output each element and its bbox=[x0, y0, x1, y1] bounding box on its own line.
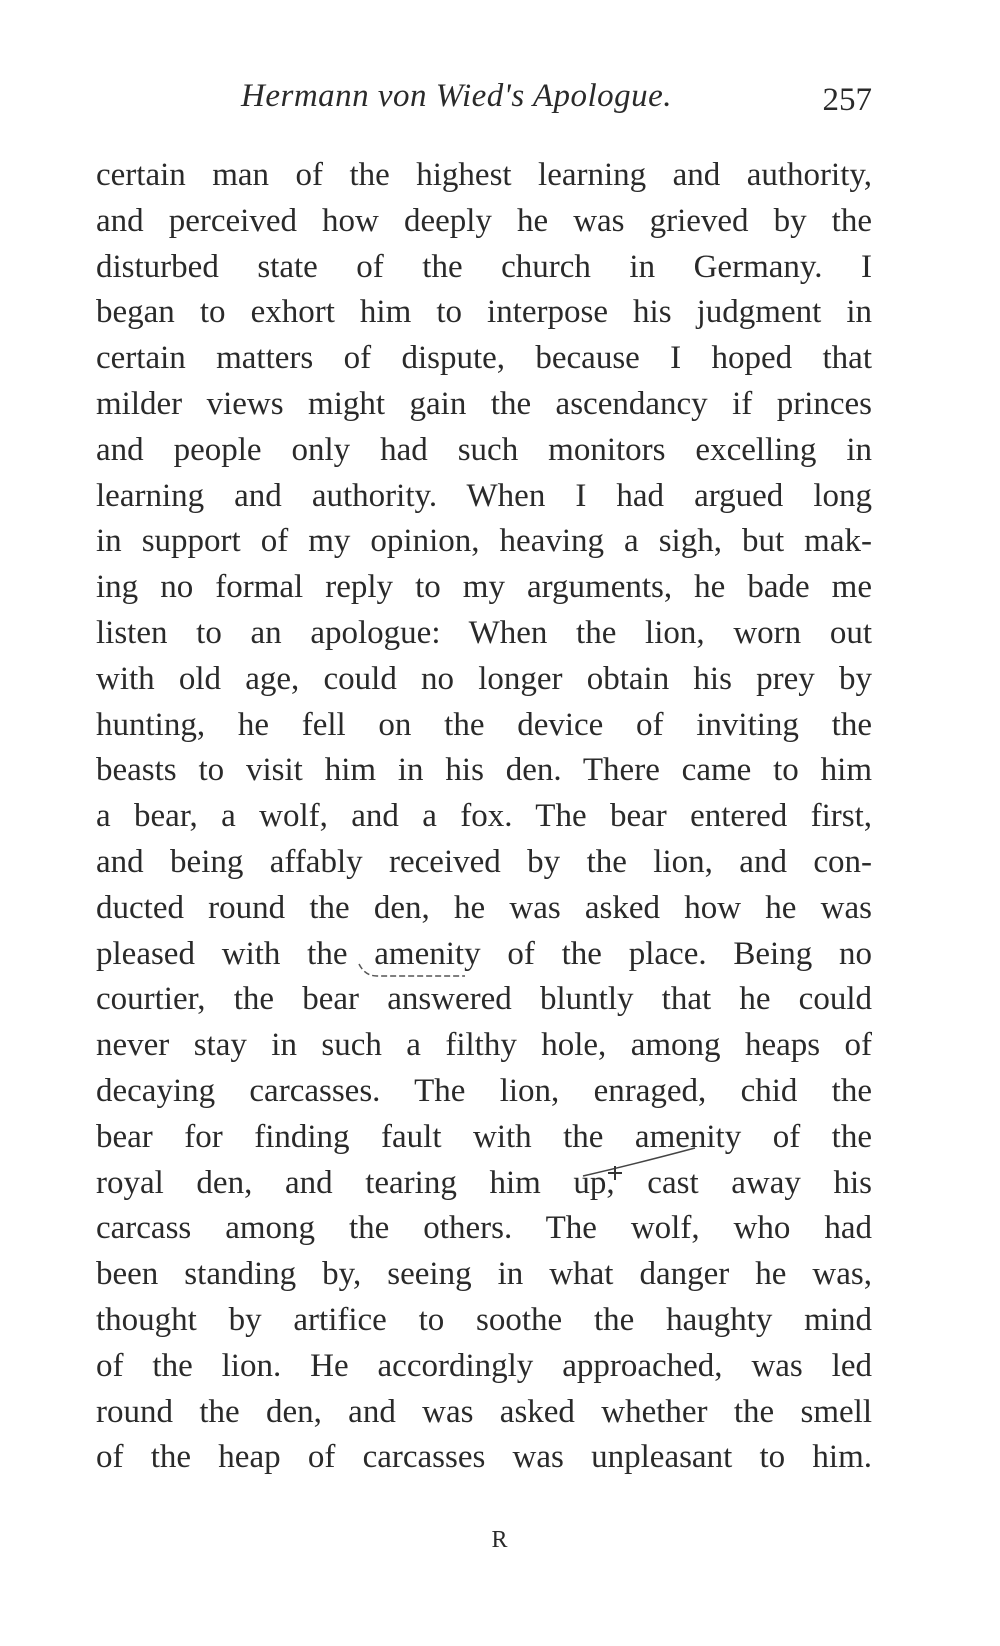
text-line: pleased with the amenity of the place. Being no bbox=[96, 935, 872, 972]
text-line: never stay in such a filthy hole, among heaps of bbox=[96, 1027, 872, 1064]
text-line: round the den, and was asked whether the smell bbox=[96, 1393, 872, 1430]
text-line: a bear, a wolf, and a fox. The bear entered first, bbox=[96, 798, 872, 835]
text-line: been standing by, seeing in what danger he was, bbox=[96, 1256, 872, 1293]
text-line: disturbed state of the church in Germany. I bbox=[96, 248, 872, 285]
text-line: and perceived how deeply he was grieved by the bbox=[96, 202, 872, 239]
text-line: hunting, he fell on the device of inviting the bbox=[96, 706, 872, 743]
text-line: in support of my opinion, heaving a sigh, but mak- bbox=[96, 523, 872, 560]
text-line: and being affably received by the lion, and con- bbox=[96, 843, 872, 880]
text-line: ducted round the den, he was asked how he was bbox=[96, 889, 872, 926]
text-line: beasts to visit him in his den. There came to him bbox=[96, 752, 872, 789]
text-line: of the lion. He accordingly approached, was led bbox=[96, 1347, 872, 1384]
text-line: ing no formal reply to my arguments, he bade me bbox=[96, 569, 872, 606]
text-line: certain man of the highest learning and authority, bbox=[96, 157, 872, 193]
text-line: bear for finding fault with the amenity of the bbox=[96, 1118, 872, 1155]
page-number: 257 bbox=[822, 82, 872, 118]
body-text bbox=[96, 153, 872, 1481]
text-line: learning and authority. When I had argued long bbox=[96, 477, 872, 514]
text-line: thought by artifice to soothe the haughty mind bbox=[96, 1301, 872, 1338]
text-line: began to exhort him to interpose his judgment in bbox=[96, 294, 872, 331]
text-line: of the heap of carcasses was unpleasant to him. bbox=[96, 1439, 872, 1476]
running-head bbox=[96, 78, 872, 128]
text-line: milder views might gain the ascendancy if princes bbox=[96, 385, 872, 422]
signature-mark: R bbox=[491, 1527, 509, 1553]
text-line: listen to an apologue: When the lion, worn out bbox=[96, 614, 872, 651]
text-line: courtier, the bear answered bluntly that he could bbox=[96, 981, 872, 1018]
text-line: decaying carcasses. The lion, enraged, chid the bbox=[96, 1072, 872, 1109]
text-line: with old age, could no longer obtain his prey by bbox=[96, 660, 872, 697]
pencil-underline-mark bbox=[355, 960, 475, 984]
text-line: royal den, and tearing him up, cast away his bbox=[96, 1164, 872, 1201]
text-line: and people only had such monitors excelling in bbox=[96, 431, 872, 468]
running-title: Hermann von Wied's Apologue. bbox=[241, 78, 673, 114]
text-line: certain matters of dispute, because I hoped that bbox=[96, 340, 872, 377]
text-line: carcass among the others. The wolf, who had bbox=[96, 1210, 872, 1247]
pencil-insertion-mark bbox=[575, 1140, 715, 1190]
